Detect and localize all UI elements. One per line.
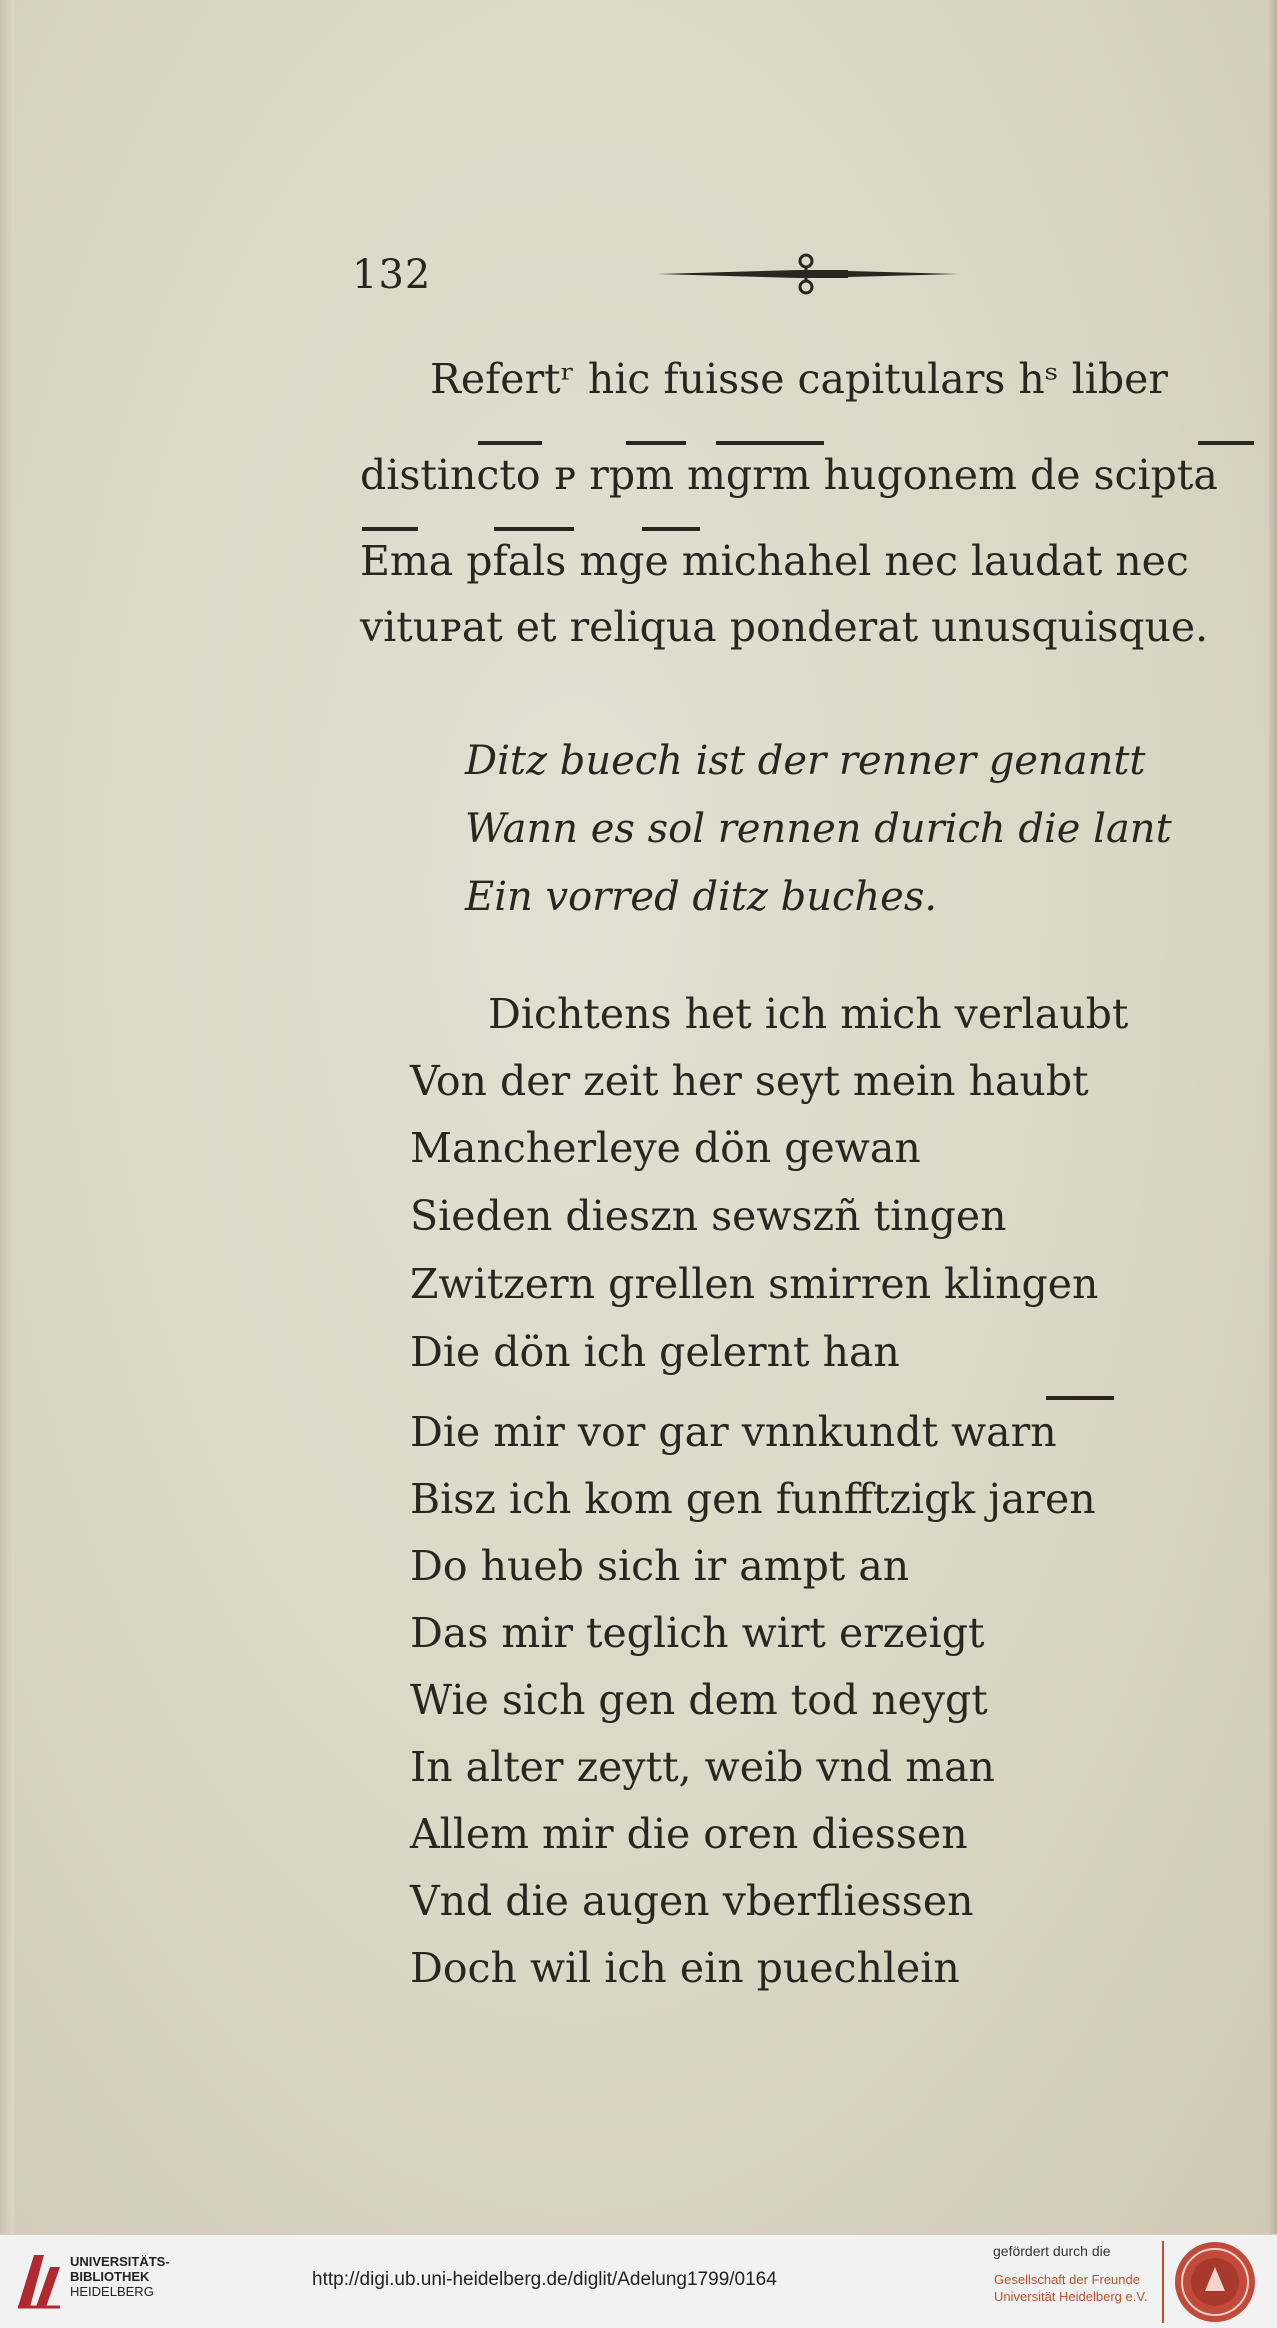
abbreviation-bar	[1046, 1396, 1114, 1400]
abbreviation-bar	[642, 527, 700, 531]
latin-line: Ema pfals mge michahel nec laudat nec	[360, 537, 1189, 585]
verse-line: Zwitzern grellen smirren klingen	[410, 1260, 1099, 1308]
source-url-link[interactable]: http://digi.ub.uni-heidelberg.de/diglit/Adelung1799/0164	[312, 2269, 777, 2290]
digitization-footer	[0, 2234, 1277, 2328]
latin-line: vituᴩat et reliqua ponderat unusquisque.	[360, 603, 1209, 651]
sponsor-name-line1: Gesellschaft der Freunde	[994, 2272, 1140, 2287]
library-name-line3: HEIDELBERG	[70, 2284, 154, 2299]
verse-line: Die mir vor gar vnnkundt warn	[410, 1408, 1057, 1456]
sponsor-name-line2: Universität Heidelberg e.V.	[994, 2289, 1148, 2304]
verse-line: Allem mir die oren diessen	[410, 1810, 968, 1858]
verse-line: Von der zeit her seyt mein haubt	[410, 1057, 1089, 1105]
abbreviation-bar	[362, 527, 418, 531]
latin-line: distincto ᴩ rpm mgrm hugonem de scipta	[360, 451, 1218, 499]
verse-line: Wie sich gen dem tod neygt	[410, 1676, 988, 1724]
verse-line: In alter zeytt, weib vnd man	[410, 1743, 995, 1791]
verse-line: Vnd die augen vberfliessen	[410, 1877, 974, 1925]
italic-line: Ein vorred ditz buches.	[465, 874, 938, 920]
library-name-line2: BIBLIOTHEK	[70, 2269, 150, 2284]
sponsor-divider	[1162, 2241, 1164, 2323]
university-library-logo-icon	[14, 2249, 64, 2311]
verse-line: Das mir teglich wirt erzeigt	[410, 1609, 985, 1657]
abbreviation-bar	[626, 441, 686, 445]
page-left-edge	[0, 0, 14, 2234]
abbreviation-bar	[478, 441, 542, 445]
italic-line: Wann es sol rennen durich die lant	[465, 806, 1172, 852]
abbreviation-bar	[1198, 441, 1254, 445]
page-number: 132	[352, 252, 432, 298]
verse-line: Sieden dieszn sewszñ tingen	[410, 1192, 1007, 1240]
latin-line: Refertʳ hic fuisse capitulars hˢ liber	[430, 355, 1168, 403]
university-seal-icon	[1172, 2239, 1258, 2325]
sponsor-label: gefördert durch die	[993, 2243, 1111, 2259]
verse-line: Do hueb sich ir ampt an	[410, 1542, 910, 1590]
verse-line: Dichtens het ich mich verlaubt	[488, 990, 1129, 1038]
abbreviation-bar	[716, 441, 824, 445]
library-name	[70, 2254, 170, 2299]
library-name-line1: UNIVERSITÄTS-	[70, 2254, 170, 2269]
abbreviation-bar	[494, 527, 574, 531]
verse-line: Bisz ich kom gen funfftzigk jaren	[410, 1475, 1096, 1523]
verse-line: Mancherleye dön gewan	[410, 1124, 921, 1172]
verse-line: Die dön ich gelernt han	[410, 1328, 900, 1376]
verse-line: Doch wil ich ein puechlein	[410, 1944, 960, 1992]
ornament-rule-icon	[658, 253, 958, 297]
page-right-edge	[1269, 0, 1277, 2234]
sponsor-name	[994, 2271, 1147, 2305]
italic-line: Ditz buech ist der renner genantt	[465, 738, 1146, 784]
